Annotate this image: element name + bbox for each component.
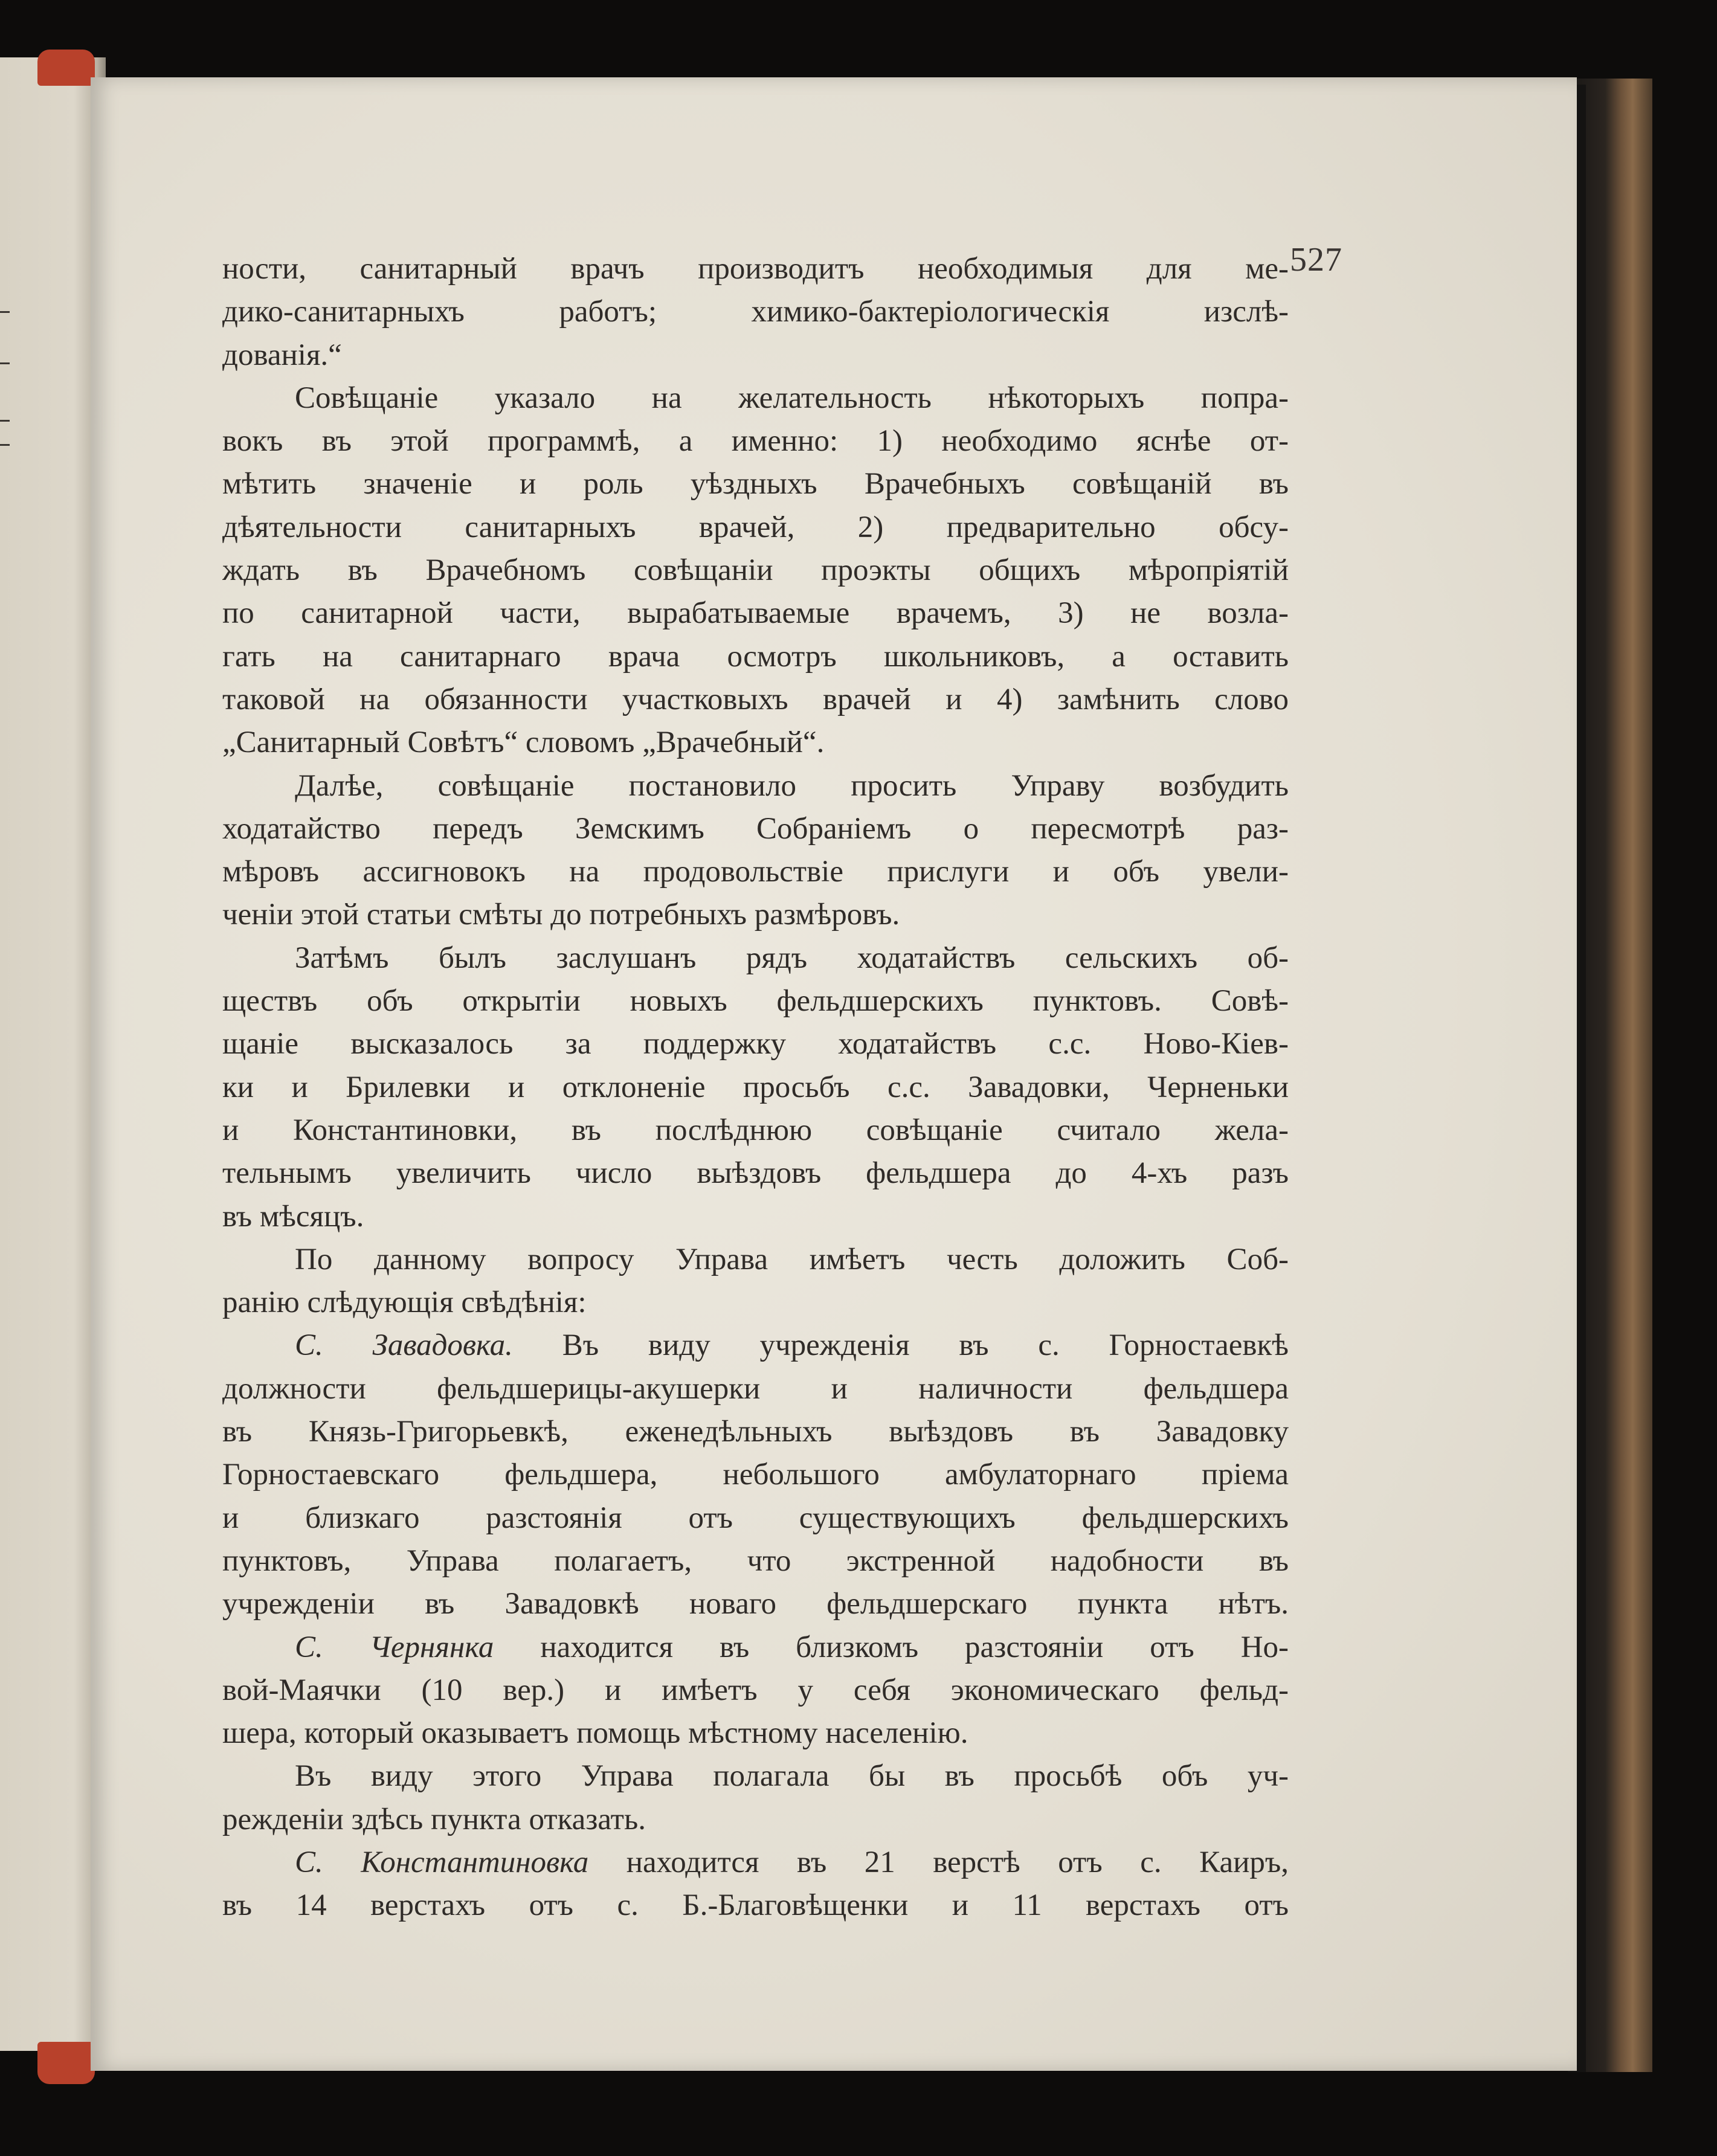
text-line: [222, 980, 1289, 1023]
margin-mark: [0, 420, 10, 422]
text-line: [222, 1453, 1289, 1496]
line-text: мѣтить значеніе и роль уѣздныхъ Врачебныхъ совѣщаній въ: [222, 467, 1289, 501]
text-line: [222, 636, 1289, 678]
line-text: въ Князь-Григорьевкѣ, еженедѣльныхъ выѣздовъ въ Завадовку: [222, 1415, 1289, 1449]
text-line: [222, 248, 1289, 291]
line-text: пунктовъ, Управа полагаетъ, что экстренной надобности въ: [222, 1543, 1289, 1578]
text-line: [222, 420, 1289, 463]
line-text: гать на санитарнаго врача осмотръ школьниковъ, а оставить: [222, 639, 1289, 674]
spine-bottom-edge: [37, 2042, 95, 2084]
text-line: [222, 592, 1289, 635]
line-text: по санитарной части, вырабатываемые врачемъ, 3) не возла-: [222, 596, 1289, 631]
spine-top-edge: [37, 50, 95, 86]
village-name: С. Чернянка: [295, 1630, 494, 1664]
line-text: Далѣе, совѣщаніе постановило просить Управу возбудить: [295, 768, 1289, 803]
village-name: С. Завадовка.: [295, 1328, 513, 1363]
line-text: шера, который оказываетъ помощь мѣстному населенію.: [222, 1716, 968, 1751]
line-text: должности фельдшерицы-акушерки и наличности фельдшера: [222, 1371, 1289, 1406]
text-line: [222, 851, 1289, 893]
body-text: [222, 248, 1289, 1928]
text-line: [222, 678, 1289, 721]
village-name: С. Константиновка: [295, 1845, 589, 1879]
text-line: [222, 1884, 1289, 1927]
line-text: ки и Брилевки и отклоненіе просьбъ с.с. Завадовки, Черненьки: [222, 1070, 1289, 1104]
text-line: [222, 808, 1289, 851]
text-line: [222, 291, 1289, 333]
line-text: Въ виду этого Управа полагала бы въ просьбѣ объ уч-: [295, 1759, 1289, 1794]
line-text: ранію слѣдующія свѣдѣнія:: [222, 1286, 587, 1320]
text-line: [222, 1712, 1289, 1755]
line-text: режденіи здѣсь пункта отказать.: [222, 1802, 646, 1836]
margin-mark: [0, 362, 10, 364]
line-text: Совѣщаніе указало на желательность нѣкоторыхъ попра-: [295, 381, 1289, 415]
line-text: учрежденіи въ Завадовкѣ новаго фельдшерскаго пункта нѣтъ.: [222, 1587, 1289, 1621]
text-line: [222, 1152, 1289, 1195]
text-line: [222, 1841, 1289, 1884]
text-line: [222, 1066, 1289, 1109]
line-text: дѣятельности санитарныхъ врачей, 2) предварительно обсу-: [222, 510, 1289, 544]
text-line: [222, 721, 1289, 764]
line-text: По данному вопросу Управа имѣетъ честь доложить Соб-: [295, 1242, 1289, 1276]
line-text: ждать въ Врачебномъ совѣщаніи проэкты общихъ мѣропріятій: [222, 553, 1289, 588]
line-text: мѣровъ ассигновокъ на продовольствіе прислуги и объ увели-: [222, 855, 1289, 889]
text-line: [222, 937, 1289, 980]
text-line: [222, 377, 1289, 420]
text-line: [222, 1109, 1289, 1152]
margin-mark: [0, 444, 10, 446]
text-line: [222, 1368, 1289, 1411]
text-line: [222, 549, 1289, 592]
text-line: [222, 506, 1289, 549]
text-line: [222, 1626, 1289, 1669]
text-line: [222, 765, 1289, 808]
line-text: тельнымъ увеличить число выѣздовъ фельдшера до 4-хъ разъ: [222, 1156, 1289, 1191]
margin-mark: [0, 311, 10, 313]
line-text: ходатайство передъ Земскимъ Собраніемъ о пересмотрѣ раз-: [222, 811, 1289, 846]
line-text: вой-Маячки (10 вер.) и имѣетъ у себя экономическаго фельд-: [222, 1673, 1289, 1707]
text-line: [222, 1540, 1289, 1583]
text-line: [222, 1281, 1289, 1324]
text-line: [222, 1583, 1289, 1626]
line-text: Затѣмъ былъ заслушанъ рядъ ходатайствъ сельскихъ об-: [295, 941, 1289, 975]
left-page-edge: [0, 57, 106, 2051]
text-line: [222, 1411, 1289, 1453]
line-text: „Санитарный Совѣтъ“ словомъ „Врачебный“.: [222, 726, 825, 760]
text-line: [222, 893, 1289, 936]
line-text: Въ виду учрежденія въ с. Горностаевкѣ: [512, 1328, 1289, 1363]
line-text: таковой на обязанности участковыхъ врачей и 4) замѣнить слово: [222, 682, 1289, 716]
text-line: [222, 1497, 1289, 1540]
page-number: 527: [1290, 241, 1342, 278]
line-text: Горностаевскаго фельдшера, небольшого амбулаторнаго пріема: [222, 1458, 1289, 1492]
text-line: [222, 1195, 1289, 1238]
text-line: [222, 334, 1289, 377]
line-text: ченіи этой статьи смѣты до потребныхъ размѣровъ.: [222, 898, 900, 932]
line-text: дованія.“: [222, 338, 342, 372]
text-line: [222, 1669, 1289, 1712]
line-text: ществъ объ открытіи новыхъ фельдшерскихъ пунктовъ. Совѣ-: [222, 984, 1289, 1018]
text-line: [222, 1755, 1289, 1798]
line-text: находится въ 21 верстѣ отъ с. Каиръ,: [588, 1845, 1289, 1879]
text-line: [222, 1023, 1289, 1066]
line-text: и Константиновки, въ послѣднюю совѣщаніе считало жела-: [222, 1113, 1289, 1147]
line-text: и близкаго разстоянія отъ существующихъ фельдшерскихъ: [222, 1501, 1289, 1535]
text-line: [222, 1324, 1289, 1367]
text-line: [222, 1238, 1289, 1281]
line-text: въ 14 верстахъ отъ с. Б.-Благовѣщенки и 11 верстахъ отъ: [222, 1888, 1289, 1923]
line-text: въ мѣсяцъ.: [222, 1199, 364, 1234]
line-text: дико-санитарныхъ работъ; химико-бактеріологическія изслѣ-: [222, 295, 1289, 329]
line-text: находится въ близкомъ разстояніи отъ Но-: [494, 1630, 1289, 1664]
line-text: вокъ въ этой программѣ, а именно: 1) необходимо яснѣе от-: [222, 424, 1289, 459]
text-line: [222, 1798, 1289, 1841]
text-line: [222, 463, 1289, 506]
line-text: ности, санитарный врачъ производитъ необходимыя для ме-: [222, 252, 1289, 286]
line-text: щаніе высказалось за поддержку ходатайствъ с.с. Ново-Кіев-: [222, 1027, 1289, 1061]
